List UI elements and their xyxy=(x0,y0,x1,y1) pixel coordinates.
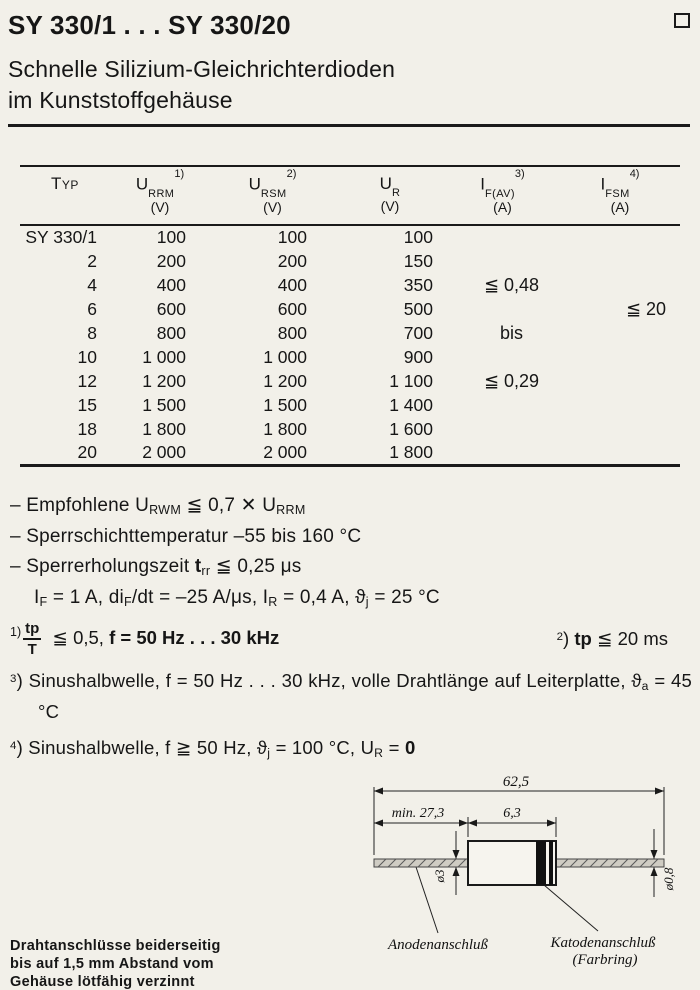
footnotes-section xyxy=(10,620,692,766)
dim-body-label: 6,3 xyxy=(503,806,521,822)
col-header-typ: Typ xyxy=(20,166,110,225)
dim-lead-label: min. 27,3 xyxy=(391,806,445,822)
notes-section xyxy=(10,491,684,614)
anode-label: Anodenanschluß xyxy=(388,937,488,954)
subtitle-line-1: Schnelle Silizium-Gleichrichterdioden xyxy=(8,56,396,82)
footnote-1-text: ≦ 0,5, f = 50 Hz . . . 30 kHz xyxy=(47,626,280,648)
dim-lead-dia-label: ø3 xyxy=(432,869,447,883)
cathode-band xyxy=(536,841,546,885)
table-row: 10 1 000 1 000 900 xyxy=(77,346,433,367)
table-row: 18 1 800 1 800 1 600 xyxy=(77,418,433,439)
table-row: 2 200 200 150 xyxy=(87,250,433,271)
footnote-1 xyxy=(10,620,279,659)
footnote-2: $^2$) tp ≦ 20 ms xyxy=(556,627,668,649)
footnote-4: $^4$) Sinushalbwelle, f ≧ 50 Hz, $ϑ_j = 100$ °C, $U_R = 0$ xyxy=(10,737,416,761)
header-rule xyxy=(8,124,690,127)
table-header-row xyxy=(20,166,680,225)
table-row: 6 600 600 500 ≦ 20 xyxy=(87,298,667,319)
header xyxy=(0,0,700,127)
footnote-3: $^3$) Sinushalbwelle, f = 50 Hz . . . 30 kHz, volle Drahtlänge auf Leiterplatte, $ϑ_a = 45$ °C xyxy=(10,670,692,723)
subtitle-line-2: im Kunststoffgehäuse xyxy=(8,87,233,113)
solderability-note-line-2: bis auf 1,5 mm Abstand vom xyxy=(10,955,214,972)
solderability-note-line-3: Gehäuse lötfähig verzinnt xyxy=(10,973,195,990)
footnote-1-row xyxy=(10,620,692,659)
cathode-label: Katodenanschluß xyxy=(550,935,656,952)
cathode-leader-line xyxy=(544,885,598,931)
cathode-band-thin xyxy=(549,841,553,885)
dim-total-label: 62,5 xyxy=(502,775,530,791)
col-header-ifsm: $I_{FSM}^{4)}$ (A) xyxy=(560,166,680,225)
col-header-ursm: $U_{RSM}^{2)}$ (V) xyxy=(210,166,335,225)
figure-section xyxy=(0,773,700,990)
dim-wire-dia-label: ø0,8 xyxy=(661,867,676,891)
table-row: SY 330/1 100 100 100 xyxy=(25,227,433,248)
table-row: 4 400 400 350 ≦ 0,48 xyxy=(87,274,540,295)
col-header-ur: $U_R$ (V) xyxy=(335,166,445,225)
table-row: 15 1 500 1 500 1 400 xyxy=(77,394,433,415)
table-row: 8 800 800 700 bis xyxy=(87,322,523,343)
note-test-conditions: $I_F = 1$ A, $di_F/dt = -25$ A/μs, $I_R = 0,4$ A, $ϑ_j = 25$ °C xyxy=(34,586,440,610)
col-header-ifav: $I_{F(AV)}^{3)}$ (A) xyxy=(445,166,560,225)
note-recovery-time: – Sperrerholungszeit $t_{rr}$ ≦ 0,25 μs xyxy=(10,555,302,579)
page-subtitle xyxy=(8,54,690,116)
footnote-1-marker: 1) xyxy=(10,624,22,639)
table-row: 20 2 000 2 000 1 800 xyxy=(77,441,433,462)
package-drawing xyxy=(316,775,696,980)
col-header-urrm: $U_{RRM}^{1)}$ (V) xyxy=(110,166,210,225)
solderability-note xyxy=(10,937,221,990)
ratings-table xyxy=(20,165,680,467)
page-title: SY 330/1 . . . SY 330/20 xyxy=(8,10,291,40)
solderability-note-line-1: Drahtanschlüsse beiderseitig xyxy=(10,937,221,954)
note-urwm: – Empfohlene $U_{RWM}$ ≦ 0,7 ✕ $U_{RRM}$ xyxy=(10,494,306,518)
note-junction-temp: – Sperrschichttemperatur –55 bis 160 °C xyxy=(10,525,362,547)
cathode-sub-label: (Farbring) xyxy=(572,952,638,969)
corner-box-icon xyxy=(674,13,690,28)
duty-cycle-fraction: $\frac{tp}{T}$ xyxy=(25,619,40,658)
table-row: 12 1 200 1 200 1 100 ≦ 0,29 xyxy=(77,370,540,391)
